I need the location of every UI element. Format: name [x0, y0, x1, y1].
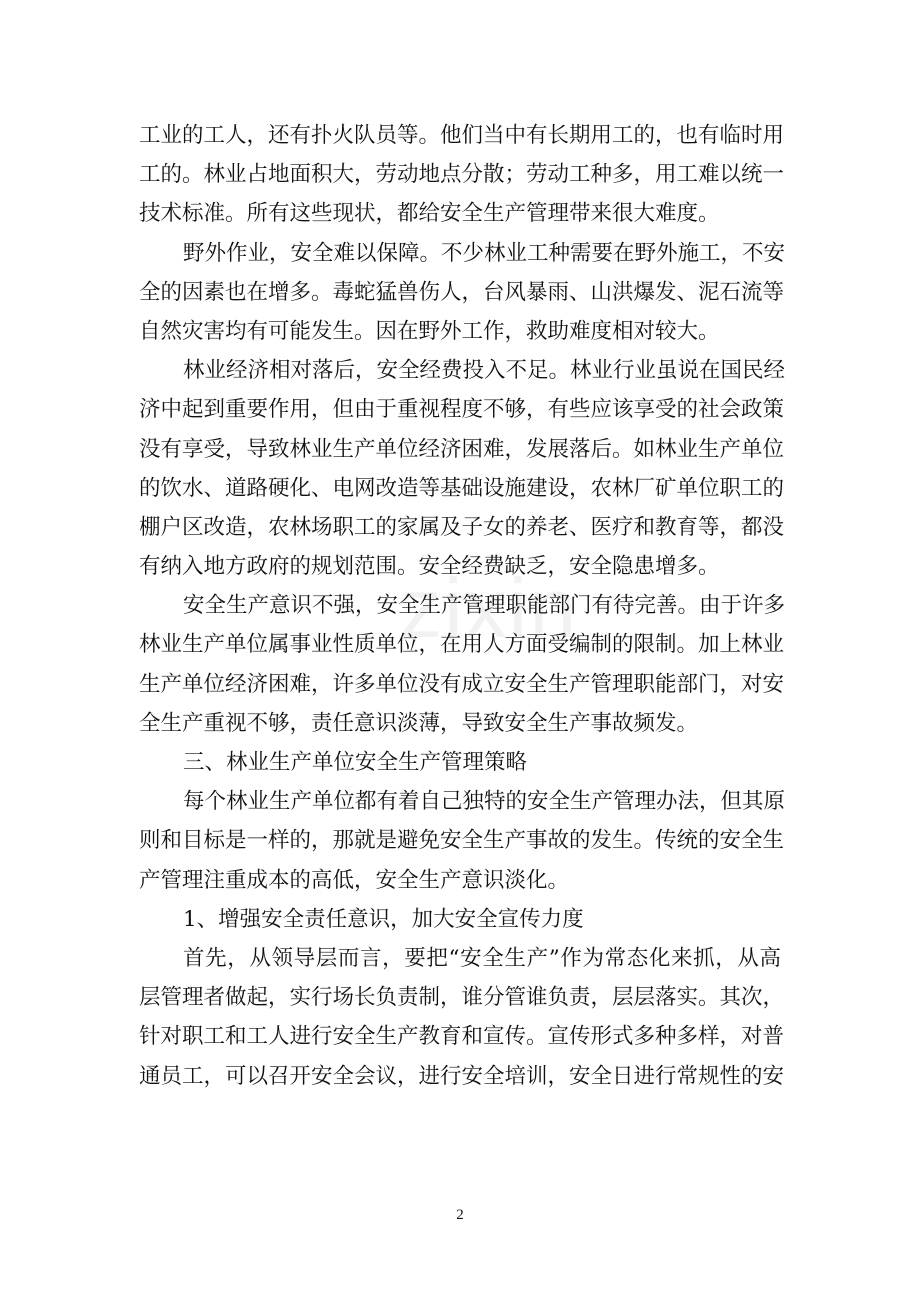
text-line: 产管理注重成本的高低，安全生产意识淡化。	[139, 867, 570, 893]
text-line: 三、林业生产单位安全生产管理策略	[183, 750, 528, 775]
text-line: 济中起到重要作用，但由于重视程度不够，有些应该享受的社会政策	[139, 397, 785, 423]
text-line: 生产单位经济困难，许多单位没有成立安全生产管理职能部门，对安	[139, 671, 785, 697]
text-line: 1、增强安全责任意识，加大安全宣传力度	[183, 906, 584, 932]
body-text	[139, 116, 786, 1096]
text-line: 林业生产单位属事业性质单位，在用人方面受编制的限制。加上林业	[139, 632, 785, 658]
text-line: 全生产重视不够，责任意识淡薄，导致安全生产事故频发。	[139, 710, 699, 736]
text-line: 野外作业，安全难以保障。不少林业工种需要在野外施工，不安	[183, 240, 786, 266]
text-line: 首先，从领导层而言，要把“安全生产”作为常态化来抓，从高	[183, 945, 781, 971]
text-line: 针对职工和工人进行安全生产教育和宣传。宣传形式多种多样，对普	[139, 1024, 785, 1050]
text-line: 没有享受，导致林业生产单位经济困难，发展落后。如林业生产单位	[139, 436, 785, 462]
text-line: 则和目标是一样的，那就是避免安全生产事故的发生。传统的安全生	[139, 828, 785, 854]
watermark: zixin	[400, 561, 579, 655]
text-line: 有纳入地方政府的规划范围。安全经费缺乏，安全隐患增多。	[139, 554, 720, 580]
text-line: 自然灾害均有可能发生。因在野外工作，救助难度相对较大。	[139, 318, 720, 344]
text-line: 通员工，可以召开安全会议，进行安全培训，安全日进行常规性的安	[139, 1063, 785, 1089]
text-line: 技术标准。所有这些现状，都给安全生产管理带来很大难度。	[139, 201, 720, 227]
text-line: 工的。林业占地面积大，劳动地点分散；劳动工种多，用工难以统一	[139, 162, 785, 188]
text-line: 工业的工人，还有扑火队员等。他们当中有长期用工的，也有临时用	[139, 123, 785, 148]
text-line: 每个林业生产单位都有着自己独特的安全生产管理办法，但其原	[183, 789, 786, 815]
text-line: 棚户区改造，农林场职工的家属及子女的养老、医疗和教育等，都没	[139, 514, 785, 540]
text-line: 全的因素也在增多。毒蛇猛兽伤人，台风暴雨、山洪爆发、泥石流等	[139, 279, 785, 305]
text-line: 安全生产意识不强，安全生产管理职能部门有待完善。由于许多	[183, 593, 786, 619]
text-line: 林业经济相对落后，安全经费投入不足。林业行业虽说在国民经	[183, 358, 786, 384]
page-number: 2	[456, 1207, 464, 1223]
text-line: 的饮水、道路硬化、电网改造等基础设施建设，农林厂矿单位职工的	[139, 475, 785, 501]
text-line: 层管理者做起，实行场长负责制，谁分管谁负责，层层落实。其次，	[139, 985, 785, 1011]
